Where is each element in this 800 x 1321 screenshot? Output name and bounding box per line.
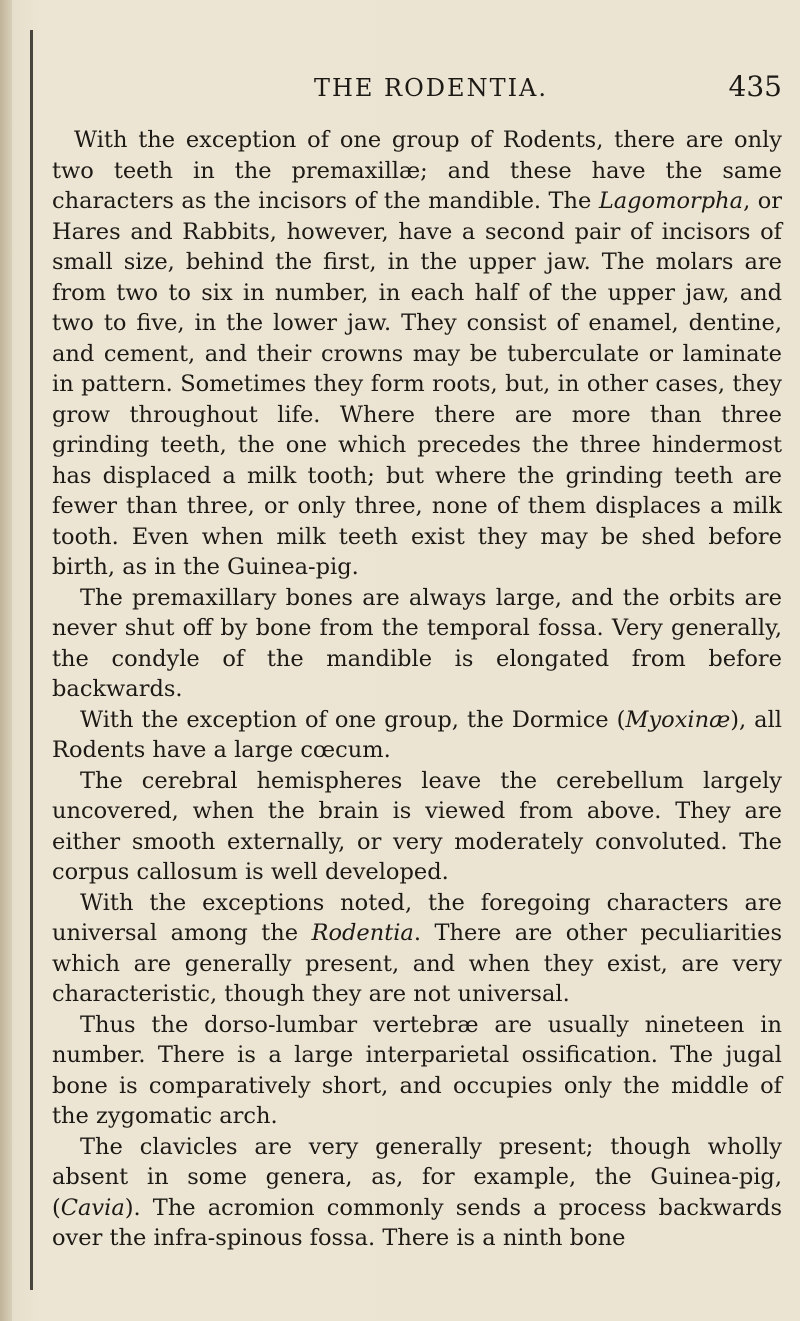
page-binding [0,0,12,1321]
text-run: With the exceptions noted, the foregoing characters are universal among the [52,889,782,946]
running-title: THE RODENTIA. [313,74,549,102]
paragraph [52,705,782,766]
gutter-shadow [30,30,33,1290]
italic-term: Myoxinæ [625,706,731,733]
page-number: 435 [728,70,782,103]
italic-term: Cavia [60,1194,125,1221]
italic-term: Lagomorpha [598,188,744,214]
paragraph [52,888,782,1010]
text-run: ). The acromion commonly sends a process backwards over the infra-spinous fossa. There is a ninth bone [52,1194,782,1251]
text-run: With the exception of one group, the Dormice ( [80,706,626,733]
page-header [40,70,782,110]
text-run: With the exception of one group of Rodents, there are only two teeth in the premaxillæ; and these have the same characters as the incisors of the mandible. The [52,127,782,214]
text-run: The cerebral hemispheres leave the cerebellum largely uncovered, when the brain is viewed from above. They are either smooth externally, or very moderately convoluted. The corpus callosum is well developed. [52,767,782,885]
paragraph [52,583,782,705]
body-text [52,125,782,1254]
paragraph [52,1132,782,1254]
text-run: The premaxillary bones are always large, and the orbits are never shut off by bone from the temporal fossa. Very generally, the condyle of the mandible is elongated from before backwards. [52,584,782,702]
paragraph [52,766,782,888]
text-run: , or Hares and Rabbits, however, have a second pair of incisors of small size, behind the first, in the upper jaw. The molars are from two to six in number, in each half of the upper jaw, and two to five, in the lower jaw. They consist of enamel, dentine, and cement, and their crowns may be tuberculate or laminate in pattern. Sometimes they form roots, but, in other cases, they grow throughout life. Where there are more than three grinding teeth, the one which precedes the three hindermost has displaced a milk tooth; but where the grinding teeth are fewer than three, or only three, none of them displaces a milk tooth. Even when milk teeth exist they may be shed before birth, as in the Guinea-pig. [52,188,782,580]
paragraph [52,1010,782,1132]
paragraph [52,125,782,583]
text-run: The clavicles are very generally present; though wholly absent in some genera, as, for example, the Guinea-pig, ( [52,1133,782,1221]
text-run: ), all Rodents have a large cœcum. [52,706,782,763]
text-run: . There are other peculiarities which are generally present, and when they exist, are very characteristic, though they are not universal. [52,920,782,1007]
italic-term: Rodentia [311,920,414,946]
text-run: Thus the dorso-lumbar vertebræ are usually nineteen in number. There is a large interparietal ossification. The jugal bone is comparatively short, and occupies only the middle of the zygomatic arch. [52,1011,782,1129]
